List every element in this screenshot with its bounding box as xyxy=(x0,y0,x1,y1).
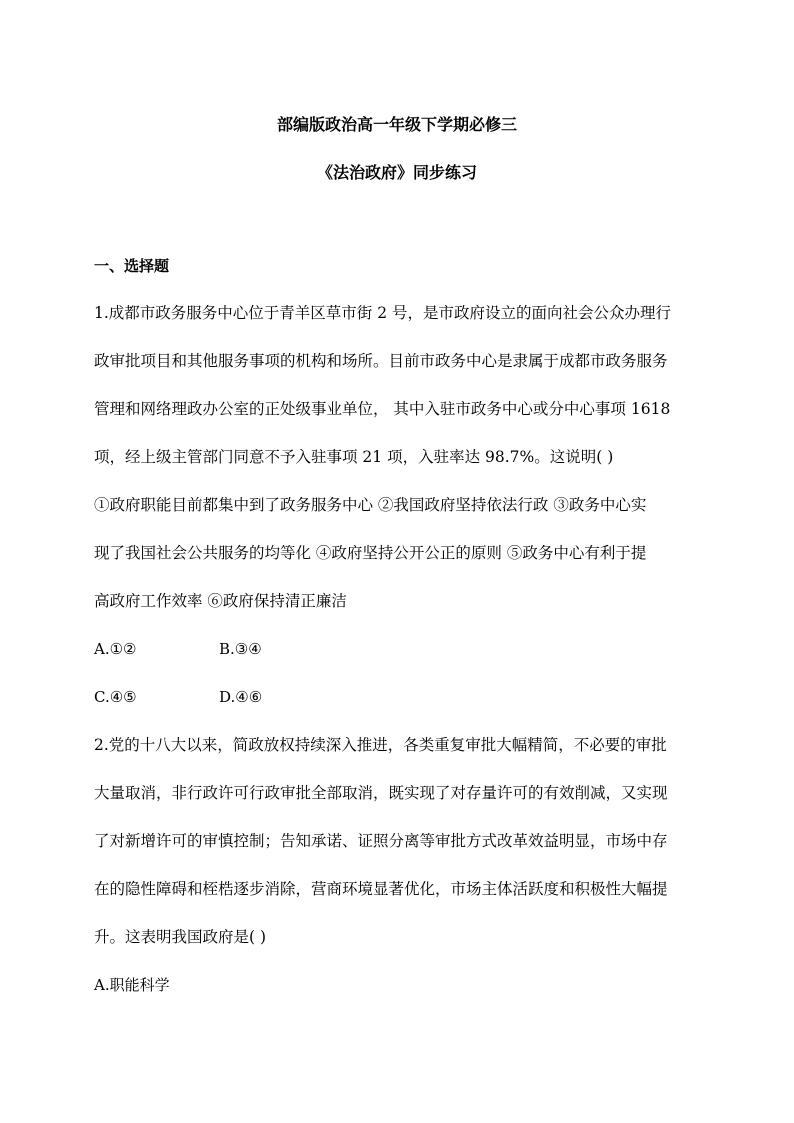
q1-option-c: C.④⑤ xyxy=(94,688,137,706)
q1-line-5: ①政府职能目前都集中到了政务服务中心 ②我国政府坚持依法行政 ③政务中心实 xyxy=(94,496,647,514)
document-title: 部编版政治高一年级下学期必修三 xyxy=(276,115,517,134)
q1-option-a: A.①② xyxy=(94,640,137,658)
q2-option-a: A.职能科学 xyxy=(94,976,170,994)
document-subtitle: 《法治政府》同步练习 xyxy=(316,163,477,182)
q1-line-6: 现了我国社会公共服务的均等化 ④政府坚持公开公正的原则 ⑤政务中心有利于提 xyxy=(94,544,647,562)
q2-line-5: 升。这表明我国政府是( ) xyxy=(94,928,267,946)
q1-line-4: 项，经上级主管部门同意不予入驻事项 21 项，入驻率达 98.7%。这说明( ) xyxy=(94,448,614,466)
q1-line-7: 高政府工作效率 ⑥政府保持清正廉洁 xyxy=(94,592,347,610)
q2-line-2: 大量取消，非行政许可行政审批全部取消，既实现了对存量许可的有效削减，又实现 xyxy=(94,784,668,802)
q1-option-d: D.④⑥ xyxy=(219,688,263,706)
q1-line-3: 管理和网络理政办公室的正处级事业单位， 其中入驻市政务中心或分中心事项 1618 xyxy=(94,400,671,418)
q2-line-3: 了对新增许可的审慎控制；告知承诺、证照分离等审批方式改革效益明显，市场中存 xyxy=(94,832,668,850)
q1-line-1: 1.成都市政务服务中心位于青羊区草市街 2 号，是市政府设立的面向社会公众办理行 xyxy=(94,304,672,322)
q2-line-4: 在的隐性障碍和桎梏逐步消除，营商环境显著优化，市场主体活跃度和积极性大幅提 xyxy=(94,880,668,898)
section-heading: 一、选择题 xyxy=(94,257,170,275)
q1-option-b: B.③④ xyxy=(219,640,262,658)
q2-line-1: 2.党的十八大以来，简政放权持续深入推进，各类重复审批大幅精简，不必要的审批 xyxy=(94,736,667,754)
q1-line-2: 政审批项目和其他服务事项的机构和场所。目前市政务中心是隶属于成都市政务服务 xyxy=(94,352,668,370)
